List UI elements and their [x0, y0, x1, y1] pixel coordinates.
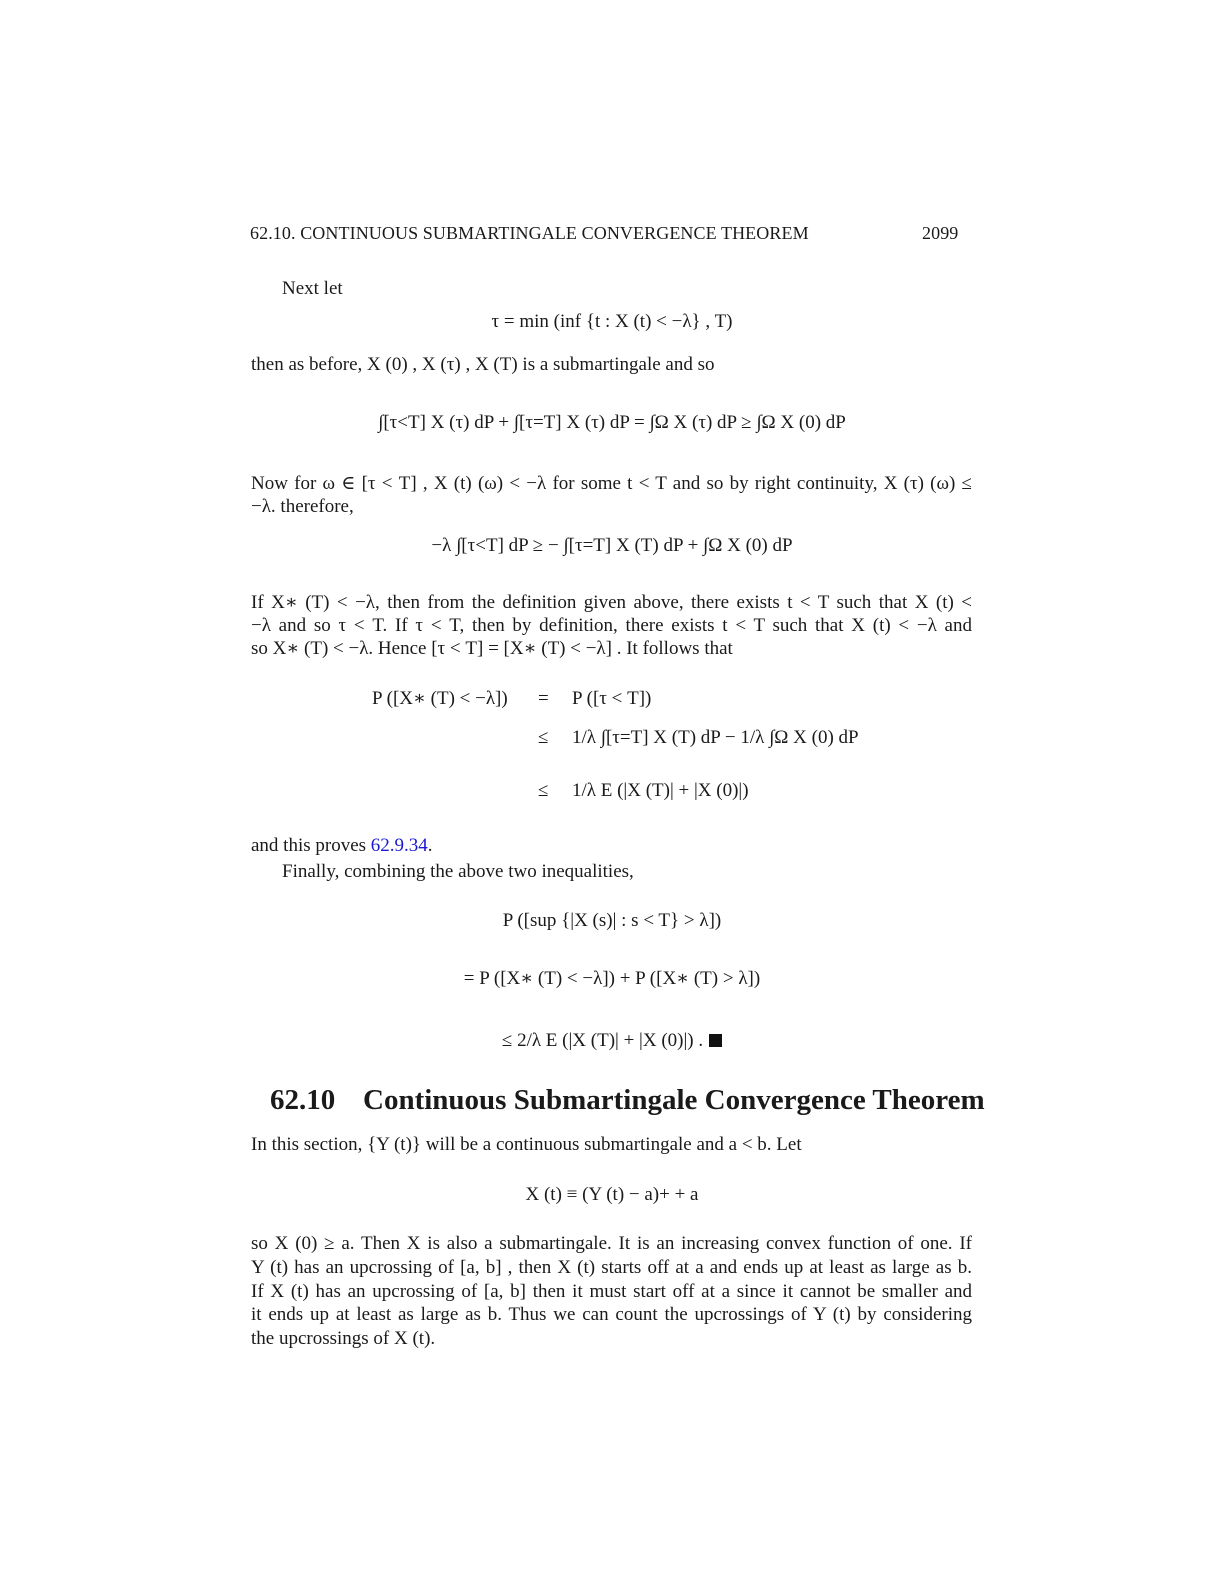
- paragraph-finally: Finally, combining the above two inequalities,: [282, 861, 634, 882]
- equation-aligned-rel2: ≤: [538, 727, 549, 748]
- paragraph-submartingale: then as before, X (0) , X (τ) , X (T) is a submartingale and so: [251, 354, 715, 375]
- qed-square-icon: [709, 1034, 722, 1047]
- equation-aligned-rel3: ≤: [538, 780, 549, 801]
- paragraph-upcrossing-line3: If X (t) has an upcrossing of [a, b] then it must start off at a since it cannot be smaller and: [251, 1281, 972, 1302]
- equation-reference-link[interactable]: 62.9.34: [370, 835, 428, 856]
- equation-tau-definition: τ = min (inf {t : X (t) < −λ} , T): [491, 311, 733, 332]
- paragraph-section-intro: In this section, {Y (t)} will be a continuous submartingale and a < b. Let: [251, 1134, 802, 1155]
- paragraph-upcrossing-line5: the upcrossings of X (t).: [251, 1328, 436, 1349]
- paragraph-definition-line2: −λ and so τ < T. If τ < T, then by definition, there exists t < T such that X (t) < −λ and: [251, 615, 972, 636]
- section-number: 62.10: [270, 1084, 336, 1116]
- paragraph-upcrossing-line4: it ends up at least as large as b. Thus we can count the upcrossings of Y (t) by considering: [251, 1304, 972, 1325]
- equation-integral-split: ∫[τ<T] X (τ) dP + ∫[τ=T] X (τ) dP = ∫Ω X (τ) dP ≥ ∫Ω X (0) dP: [378, 412, 846, 433]
- section-title: Continuous Submartingale Convergence Theorem: [363, 1084, 985, 1116]
- equation-x-definition: X (t) ≡ (Y (t) − a)+ + a: [525, 1184, 699, 1205]
- equation-lambda-bound: −λ ∫[τ<T] dP ≥ − ∫[τ=T] X (T) dP + ∫Ω X (0) dP: [431, 535, 793, 556]
- equation-sup-line3-text: ≤ 2/λ E (|X (T)| + |X (0)|) .: [501, 1030, 704, 1051]
- equation-sup-line2: = P ([X∗ (T) < −λ]) + P ([X∗ (T) > λ]): [463, 968, 761, 989]
- paragraph-next-let: Next let: [282, 278, 343, 299]
- equation-aligned-rel1: =: [538, 688, 549, 709]
- equation-aligned-rhs2: 1/λ ∫[τ=T] X (T) dP − 1/λ ∫Ω X (0) dP: [572, 727, 859, 748]
- equation-aligned-rhs1: P ([τ < T]): [572, 688, 652, 709]
- paragraph-definition-line1: If X∗ (T) < −λ, then from the definition given above, there exists t < T such that X (t) <: [251, 592, 972, 613]
- paragraph-upcrossing-line2: Y (t) has an upcrossing of [a, b] , then X (t) starts off at a and ends up at least as large as b.: [251, 1257, 972, 1278]
- paragraph-upcrossing-line1: so X (0) ≥ a. Then X is also a submartingale. It is an increasing convex function of one. If: [251, 1233, 972, 1254]
- equation-sup-line3: [0, 1029, 1224, 1053]
- proves-text: and this proves: [251, 835, 371, 856]
- page-number: 2099: [922, 223, 959, 243]
- paragraph-right-continuity-line2: −λ. therefore,: [251, 496, 354, 517]
- paragraph-definition-line3: so X∗ (T) < −λ. Hence [τ < T] = [X∗ (T) < −λ] . It follows that: [251, 638, 733, 659]
- equation-sup-line1: P ([sup {|X (s)| : s < T} > λ]): [502, 910, 722, 931]
- paragraph-right-continuity-line1: Now for ω ∈ [τ < T] , X (t) (ω) < −λ for some t < T and so by right continuity, X (τ) (ω) ≤: [251, 473, 972, 494]
- equation-aligned-lhs: P ([X∗ (T) < −λ]): [372, 688, 508, 709]
- proves-period: .: [427, 835, 433, 856]
- running-title: 62.10. CONTINUOUS SUBMARTINGALE CONVERGENCE THEOREM: [250, 223, 809, 243]
- equation-aligned-rhs3: 1/λ E (|X (T)| + |X (0)|): [572, 780, 749, 801]
- paragraph-proves: [251, 834, 433, 858]
